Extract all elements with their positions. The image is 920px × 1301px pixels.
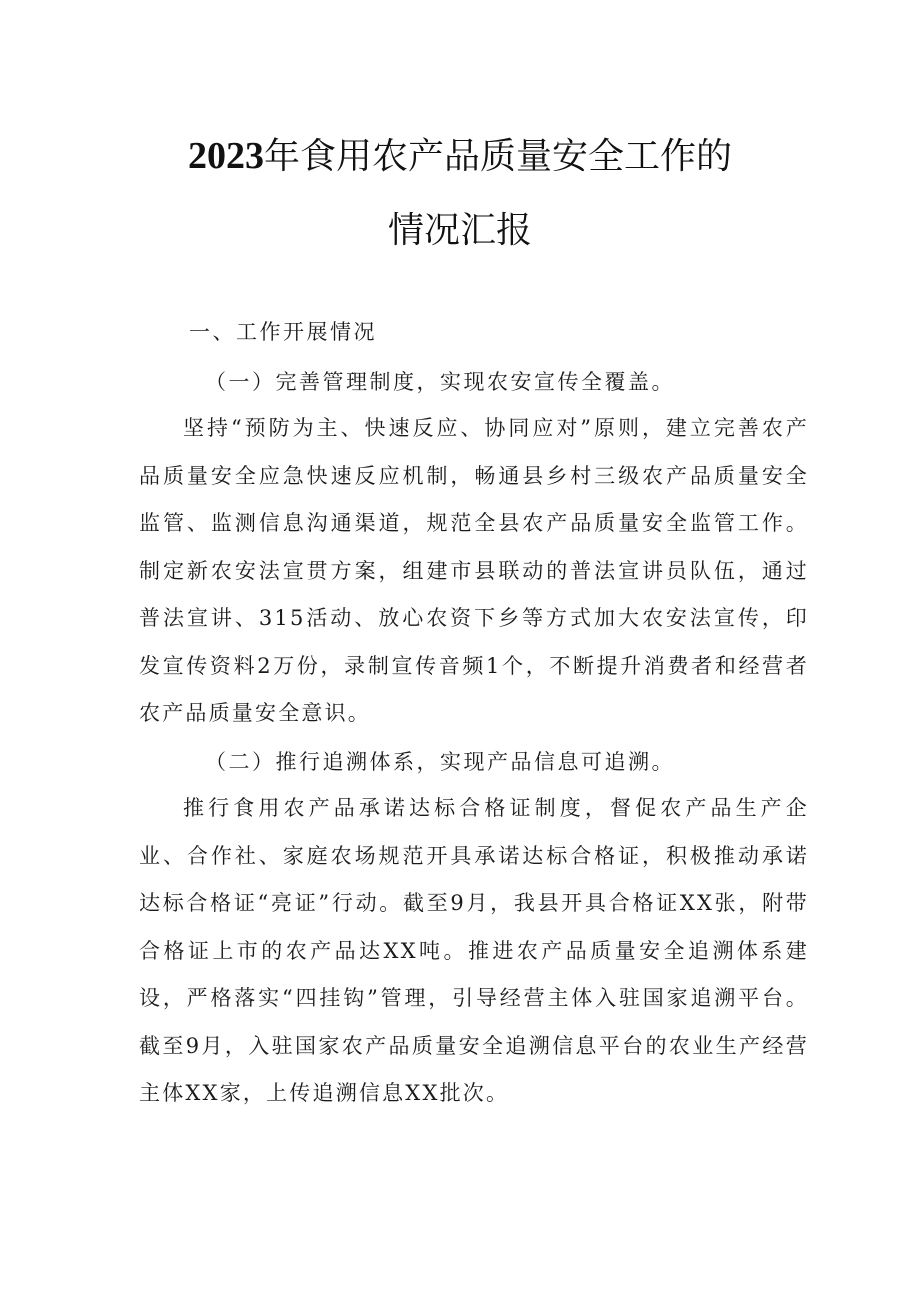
document-title-line2: 情况汇报 bbox=[387, 210, 532, 251]
subsection-heading-2: （二）推行追溯体系，实现产品信息可追溯。 bbox=[205, 750, 675, 774]
document-title-line1 bbox=[0, 128, 920, 179]
paragraph-1: 坚持“预防为主、快速反应、协同应对”原则，建立完善农产品质量安全应急快速反应机制，畅通县乡村三级农产品质量安全监管、监测信息沟通渠道，规范全县农产品质量安全监管工作。制定新农安法宣贯方案，组建市县联动的普法宣讲员队伍，通过普法宣讲、315活动、放心农资下乡等方式加大农安法宣传，印发宣传资料2万份，录制宣传音频1个，不断提升消费者和经营者农产品质量安全意识。 bbox=[139, 416, 809, 725]
subsection-heading-1: （一）完善管理制度，实现农安宣传全覆盖。 bbox=[205, 370, 675, 394]
section-heading: 一、工作开展情况 bbox=[189, 320, 377, 344]
title-text: 年食用农产品质量安全工作的 bbox=[263, 136, 732, 177]
title-year: 2023 bbox=[187, 135, 264, 177]
paragraph-2: 推行食用农产品承诺达标合格证制度，督促农产品生产企业、合作社、家庭农场规范开具承诺达标合格证，积极推动承诺达标合格证“亮证”行动。截至9月，我县开具合格证XX张，附带合格证上市的农产品达XX吨。推进农产品质量安全追溯体系建设，严格落实“四挂钩”管理，引导经营主体入驻国家追溯平台。截至9月，入驻国家农产品质量安全追溯信息平台的农业生产经营主体XX家，上传追溯信息XX批次。 bbox=[139, 796, 809, 1105]
